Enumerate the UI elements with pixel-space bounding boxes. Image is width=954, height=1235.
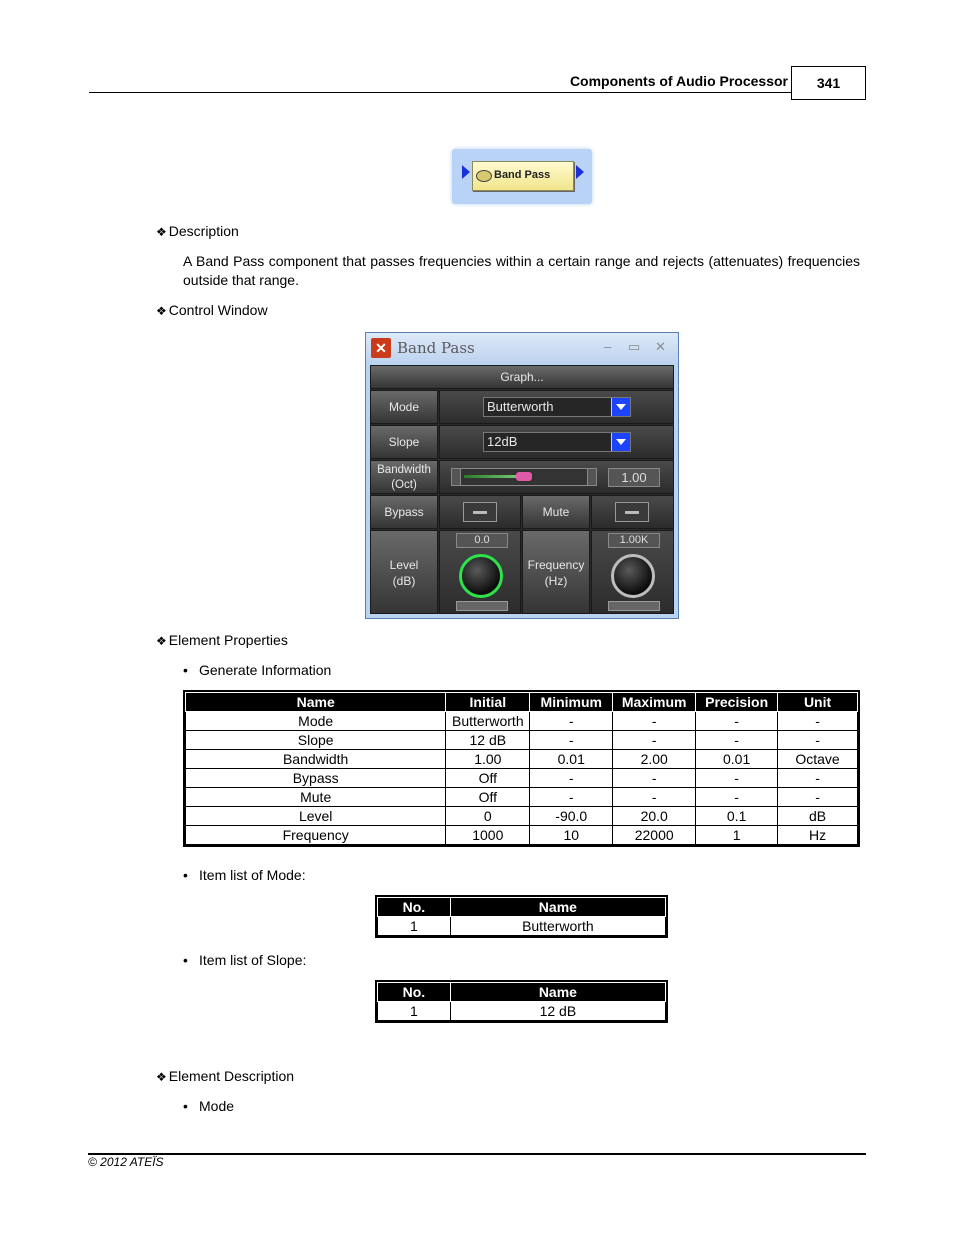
- table-cell: Octave: [778, 750, 858, 769]
- table-row: [378, 917, 666, 936]
- bandwidth-label: [370, 460, 438, 494]
- section-description: [156, 223, 239, 239]
- table-cell: 1.00: [446, 750, 530, 769]
- app-logo-icon: ✕: [371, 338, 391, 358]
- slope-label: Slope: [370, 425, 438, 459]
- bandwidth-label-line: Bandwidth: [377, 464, 431, 476]
- table-cell: 1: [378, 1002, 451, 1021]
- input-port-icon[interactable]: [462, 165, 470, 179]
- close-icon[interactable]: ✕: [655, 339, 666, 354]
- table-cell: -: [696, 712, 778, 731]
- bullet-text: Item list of Mode:: [199, 867, 306, 883]
- table-row: [186, 712, 858, 731]
- table-row: [186, 826, 858, 845]
- section-heading: Description: [168, 223, 239, 239]
- table-cell: 0.1: [696, 807, 778, 826]
- frequency-label: [522, 530, 590, 614]
- table-cell: Mode: [186, 712, 446, 731]
- mode-dropdown[interactable]: [483, 397, 631, 417]
- frequency-unit-label: (Hz): [544, 574, 568, 588]
- column-header: Initial: [446, 693, 530, 712]
- table-cell: -: [530, 788, 613, 807]
- table-cell: -: [530, 731, 613, 750]
- diamond-bullet-icon: ❖: [156, 304, 167, 318]
- slider-right-arrow-icon[interactable]: [587, 469, 596, 485]
- table-cell: -: [530, 769, 613, 788]
- slider-left-arrow-icon[interactable]: [452, 469, 461, 485]
- bullet-generate-information: [183, 662, 331, 678]
- header-rule: [89, 92, 791, 93]
- column-header: No.: [378, 898, 451, 917]
- properties-table: [183, 690, 860, 847]
- section-control-window: [156, 302, 268, 318]
- table-cell: -: [613, 788, 696, 807]
- mute-toggle[interactable]: [615, 502, 649, 522]
- column-header: Precision: [696, 693, 778, 712]
- table-row: [186, 807, 858, 826]
- table-cell: 10: [530, 826, 613, 845]
- table-cell: Level: [186, 807, 446, 826]
- section-heading: Element Description: [168, 1068, 295, 1084]
- slider-fill: [464, 475, 524, 478]
- bullet-slope-list: [183, 952, 306, 968]
- table-cell: 1000: [446, 826, 530, 845]
- output-port-icon[interactable]: [576, 165, 584, 179]
- column-header: Unit: [778, 693, 858, 712]
- slope-selected-value: 12dB: [487, 434, 518, 449]
- table-cell: -: [778, 712, 858, 731]
- table-cell: Bypass: [186, 769, 446, 788]
- footer-rule: [88, 1153, 866, 1155]
- footer-copyright: © 2012 ATEÏS: [88, 1155, 164, 1169]
- minimize-icon[interactable]: –: [604, 339, 612, 354]
- band-pass-block[interactable]: [452, 149, 592, 204]
- level-value[interactable]: 0.0: [456, 533, 508, 548]
- diamond-bullet-icon: ❖: [156, 225, 167, 239]
- slope-item-table: [375, 980, 668, 1023]
- table-cell: -: [696, 788, 778, 807]
- bandwidth-unit-label: (Oct): [391, 479, 417, 491]
- graph-button[interactable]: Graph...: [370, 365, 674, 389]
- diamond-bullet-icon: ❖: [156, 634, 167, 648]
- table-cell: -: [613, 731, 696, 750]
- table-cell: 1: [378, 917, 451, 936]
- maximize-icon[interactable]: ▭: [628, 339, 641, 354]
- page-number: 341: [791, 66, 866, 100]
- level-label-line: Level: [389, 558, 419, 572]
- slider-thumb[interactable]: [516, 472, 532, 481]
- table-cell: Bandwidth: [186, 750, 446, 769]
- table-cell: 20.0: [613, 807, 696, 826]
- table-row: [186, 769, 858, 788]
- frequency-knob[interactable]: [611, 554, 655, 598]
- table-cell: Butterworth: [446, 712, 530, 731]
- mode-selected-value: Butterworth: [487, 399, 554, 414]
- bandwidth-slider[interactable]: [451, 468, 597, 486]
- column-header: Name: [450, 898, 665, 917]
- level-knob[interactable]: [459, 554, 503, 598]
- mute-label: Mute: [522, 495, 590, 529]
- table-cell: 12 dB: [446, 731, 530, 750]
- window-title: Band Pass: [397, 339, 475, 357]
- page-header-title: Components of Audio Processor: [569, 73, 788, 89]
- table-cell: Slope: [186, 731, 446, 750]
- table-cell: -: [696, 769, 778, 788]
- column-header: Name: [450, 983, 665, 1002]
- bullet-mode: [183, 1098, 234, 1114]
- column-header: No.: [378, 983, 451, 1002]
- diamond-bullet-icon: ❖: [156, 1070, 167, 1084]
- column-header: Maximum: [613, 693, 696, 712]
- table-cell: Hz: [778, 826, 858, 845]
- table-header-row: [186, 693, 858, 712]
- section-element-description: [156, 1068, 294, 1084]
- table-cell: -: [696, 731, 778, 750]
- bypass-toggle[interactable]: [463, 502, 497, 522]
- table-cell: 0.01: [530, 750, 613, 769]
- block-body[interactable]: [472, 161, 574, 191]
- slope-dropdown[interactable]: [483, 432, 631, 452]
- chevron-down-icon[interactable]: [611, 433, 630, 451]
- bullet-text: Mode: [199, 1098, 235, 1114]
- mode-label: Mode: [370, 390, 438, 424]
- section-element-properties: [156, 632, 288, 648]
- table-header-row: [378, 898, 666, 917]
- column-header: Minimum: [530, 693, 613, 712]
- table-cell: 0.01: [696, 750, 778, 769]
- table-row: [186, 788, 858, 807]
- bandwidth-value[interactable]: 1.00: [608, 468, 660, 487]
- frequency-label-line: Frequency: [527, 558, 585, 572]
- bullet-text: Generate Information: [199, 662, 332, 678]
- table-cell: 12 dB: [450, 1002, 665, 1021]
- table-cell: -: [530, 712, 613, 731]
- bullet-dot-icon: •: [183, 867, 188, 883]
- control-panel: [370, 365, 674, 614]
- table-cell: -: [613, 769, 696, 788]
- table-cell: Frequency: [186, 826, 446, 845]
- bullet-dot-icon: •: [183, 662, 188, 678]
- table-row: [378, 1002, 666, 1021]
- level-stepper[interactable]: [456, 601, 508, 611]
- table-cell: Off: [446, 788, 530, 807]
- block-label: Band Pass: [494, 169, 551, 181]
- table-row: [186, 731, 858, 750]
- table-cell: 1: [696, 826, 778, 845]
- table-cell: -: [778, 731, 858, 750]
- column-header: Name: [186, 693, 446, 712]
- table-header-row: [378, 983, 666, 1002]
- table-cell: 0: [446, 807, 530, 826]
- table-cell: -90.0: [530, 807, 613, 826]
- frequency-stepper[interactable]: [608, 601, 660, 611]
- bullet-text: Item list of Slope:: [199, 952, 307, 968]
- table-cell: Butterworth: [450, 917, 665, 936]
- table-cell: Mute: [186, 788, 446, 807]
- table-cell: 2.00: [613, 750, 696, 769]
- table-cell: 22000: [613, 826, 696, 845]
- section-heading: Element Properties: [168, 632, 288, 648]
- frequency-value[interactable]: 1.00K: [608, 533, 660, 548]
- bullet-dot-icon: •: [183, 1098, 188, 1114]
- window-title-bar[interactable]: [366, 333, 678, 363]
- section-heading: Control Window: [168, 302, 268, 318]
- chevron-down-icon[interactable]: [611, 398, 630, 416]
- band-pass-control-window: [365, 332, 679, 619]
- table-row: [186, 750, 858, 769]
- level-label: [370, 530, 438, 614]
- bypass-label: Bypass: [370, 495, 438, 529]
- description-paragraph: A Band Pass component that passes frequencies within a certain range and rejects (attenuates) frequencies outside that range.: [183, 253, 860, 288]
- table-cell: -: [778, 769, 858, 788]
- table-cell: -: [613, 712, 696, 731]
- table-cell: Off: [446, 769, 530, 788]
- mode-item-table: [375, 895, 668, 938]
- filter-icon: [476, 170, 492, 182]
- table-cell: dB: [778, 807, 858, 826]
- bullet-mode-list: [183, 867, 306, 883]
- level-unit-label: (dB): [392, 574, 416, 588]
- table-cell: -: [778, 788, 858, 807]
- bullet-dot-icon: •: [183, 952, 188, 968]
